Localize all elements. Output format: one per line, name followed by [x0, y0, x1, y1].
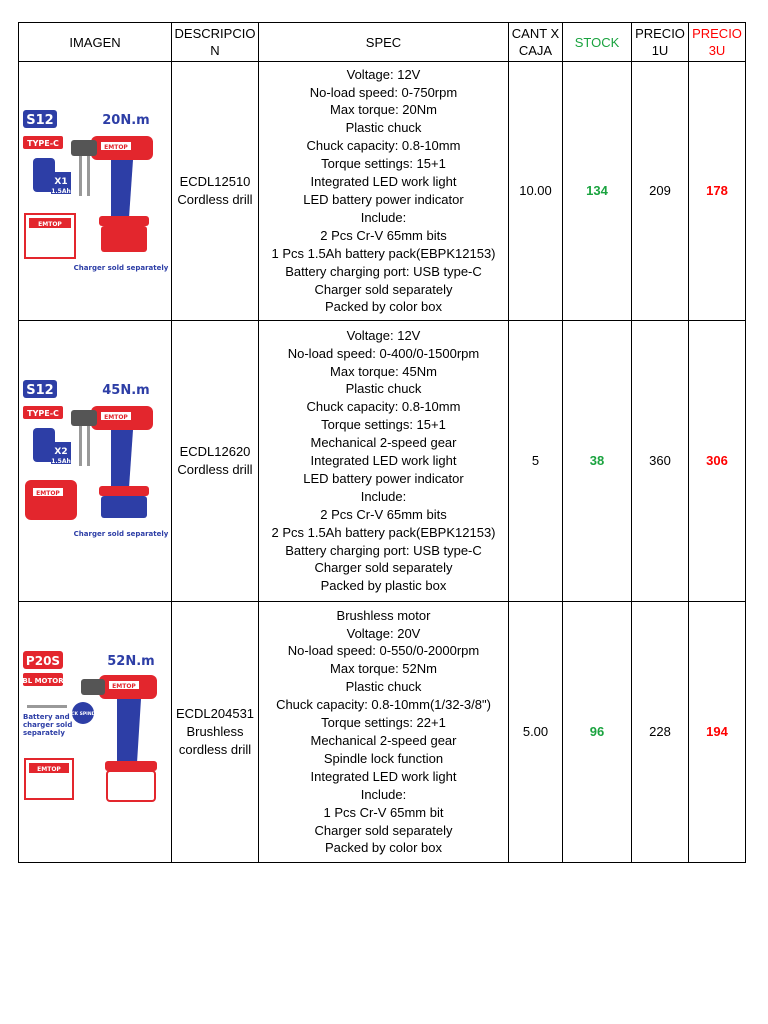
spec-line: Voltage: 12V [346, 66, 421, 82]
spec-line: Integrated LED work light [310, 174, 457, 190]
precio-1u: 360 [632, 321, 689, 602]
battery-charger-note: Battery and charger sold separately [23, 713, 73, 737]
stock-value: 38 [563, 321, 632, 602]
series-badge: S12 [26, 113, 54, 128]
spec-line: No-load speed: 0-400/0-1500rpm [287, 345, 480, 361]
spec-line: Chuck capacity: 0.8-10mm(1/32-3/8") [276, 697, 491, 713]
spec-line: 1 Pcs 1.5Ah battery pack(EBPK12153) [271, 245, 496, 261]
battery-label: 1.5Ah [51, 458, 71, 465]
header-spec: SPEC [259, 23, 509, 62]
spec-line: Include: [360, 786, 407, 802]
cant-x-caja: 10.00 [509, 62, 563, 321]
spec-line: 2 Pcs 1.5Ah battery pack(EBPK12153) [271, 524, 496, 540]
spec-line: 2 Pcs Cr-V 65mm bits [320, 227, 447, 243]
stock-value: 134 [563, 62, 632, 321]
spec-line: Chuck capacity: 0.8-10mm [306, 399, 461, 415]
spec-line: Mechanical 2-speed gear [310, 733, 457, 748]
cant-x-caja: 5 [509, 321, 563, 602]
spec-line: Battery charging port: USB type-C [285, 263, 482, 279]
precio-1u: 209 [632, 62, 689, 321]
header-cant-x-caja: CANT X CAJA [509, 23, 563, 62]
stock-value: 96 [563, 602, 632, 863]
spec-line: Charger sold separately [314, 560, 453, 576]
table-row [19, 602, 746, 863]
product-spec [259, 602, 509, 863]
spec-line: Max torque: 52Nm [330, 661, 437, 677]
spec-line: Battery charging port: USB type-C [285, 542, 482, 558]
product-description [172, 62, 259, 321]
product-code: ECDL204531 [175, 706, 255, 722]
charger-note: Charger sold separately [73, 264, 169, 272]
drill-product-image [21, 647, 171, 817]
product-code: ECDL12510 [179, 174, 251, 190]
spec-line: Plastic chuck [345, 679, 422, 695]
product-name: Cordless drill [177, 462, 253, 477]
precio-3u: 194 [689, 602, 746, 863]
product-image-cell [19, 62, 172, 321]
product-name: Cordless drill [177, 192, 253, 207]
drill-product-image [21, 376, 171, 546]
spec-line: Max torque: 45Nm [330, 363, 437, 379]
battery-label: 1.5Ah [51, 188, 71, 195]
box-brand: EMTOP [38, 221, 62, 228]
box-brand: EMTOP [37, 766, 61, 773]
spec-line: Max torque: 20Nm [330, 102, 437, 118]
header-precio-3u: PRECIO 3U [689, 23, 746, 62]
table-row [19, 62, 746, 321]
product-spec [259, 321, 509, 602]
header-stock: STOCK [563, 23, 632, 62]
header-row [19, 23, 746, 62]
spec-line: Torque settings: 15+1 [321, 156, 446, 172]
table-row [19, 321, 746, 602]
header-descripcion: DESCRIPCIO N [172, 23, 259, 62]
spec-line: Chuck capacity: 0.8-10mm [306, 138, 461, 154]
spec-line: LED battery power indicator [303, 192, 464, 207]
product-description [172, 321, 259, 602]
spec-line: Include: [360, 488, 407, 504]
spec-line: Brushless motor [336, 607, 431, 623]
spec-line: Integrated LED work light [310, 453, 457, 469]
torque-badge: 52N.m [107, 654, 155, 669]
spec-line: No-load speed: 0-750rpm [309, 84, 458, 100]
spec-line: Plastic chuck [345, 120, 422, 136]
series-badge: P20S [25, 654, 61, 668]
charger-note: Charger sold separately [73, 530, 169, 538]
spec-line: Voltage: 20V [346, 625, 421, 641]
spec-line: Include: [360, 209, 407, 225]
product-name: Brushless cordless drill [178, 724, 252, 757]
product-table [18, 22, 746, 863]
qty-badge: X2 [54, 447, 68, 457]
lock-spindle-badge: LOCK SPINDLE [64, 712, 102, 717]
spec-line: Charger sold separately [314, 281, 453, 297]
spec-line: Mechanical 2-speed gear [310, 435, 457, 451]
spec-line: LED battery power indicator [303, 470, 464, 486]
header-imagen: IMAGEN [19, 23, 172, 62]
qty-badge: X1 [54, 177, 68, 187]
spec-line: Charger sold separately [314, 822, 453, 838]
product-image-cell [19, 602, 172, 863]
svg-text:EMTOP: EMTOP [112, 683, 136, 690]
precio-1u: 228 [632, 602, 689, 863]
spec-line: Spindle lock function [323, 750, 444, 766]
product-spec [259, 62, 509, 321]
spec-line: Plastic chuck [345, 381, 422, 397]
spec-line: No-load speed: 0-550/0-2000rpm [287, 643, 480, 659]
precio-3u: 178 [689, 62, 746, 321]
type-c-badge: TYPE-C [27, 409, 59, 418]
torque-badge: 45N.m [102, 383, 150, 398]
svg-text:EMTOP: EMTOP [104, 414, 128, 421]
spec-line: Packed by color box [324, 840, 443, 856]
torque-badge: 20N.m [102, 113, 150, 128]
spec-line: Voltage: 12V [346, 327, 421, 343]
header-precio-1u: PRECIO 1U [632, 23, 689, 62]
spec-line: 1 Pcs Cr-V 65mm bit [323, 804, 444, 820]
spec-line: Packed by color box [324, 299, 443, 315]
cant-x-caja: 5.00 [509, 602, 563, 863]
drill-product-image [21, 106, 171, 276]
product-image-cell [19, 321, 172, 602]
case-brand: EMTOP [36, 490, 60, 497]
spec-line: Integrated LED work light [310, 768, 457, 784]
product-code: ECDL12620 [179, 444, 251, 460]
spec-line: Torque settings: 15+1 [321, 417, 446, 433]
series-badge: S12 [26, 383, 54, 398]
spec-line: Torque settings: 22+1 [321, 715, 446, 731]
type-c-badge: TYPE-C [27, 139, 59, 148]
spec-line: Packed by plastic box [320, 578, 447, 594]
precio-3u: 306 [689, 321, 746, 602]
bl-motor-badge: BL MOTOR [22, 677, 64, 685]
spec-line: 2 Pcs Cr-V 65mm bits [320, 506, 447, 522]
svg-text:EMTOP: EMTOP [104, 144, 128, 151]
product-description [172, 602, 259, 863]
